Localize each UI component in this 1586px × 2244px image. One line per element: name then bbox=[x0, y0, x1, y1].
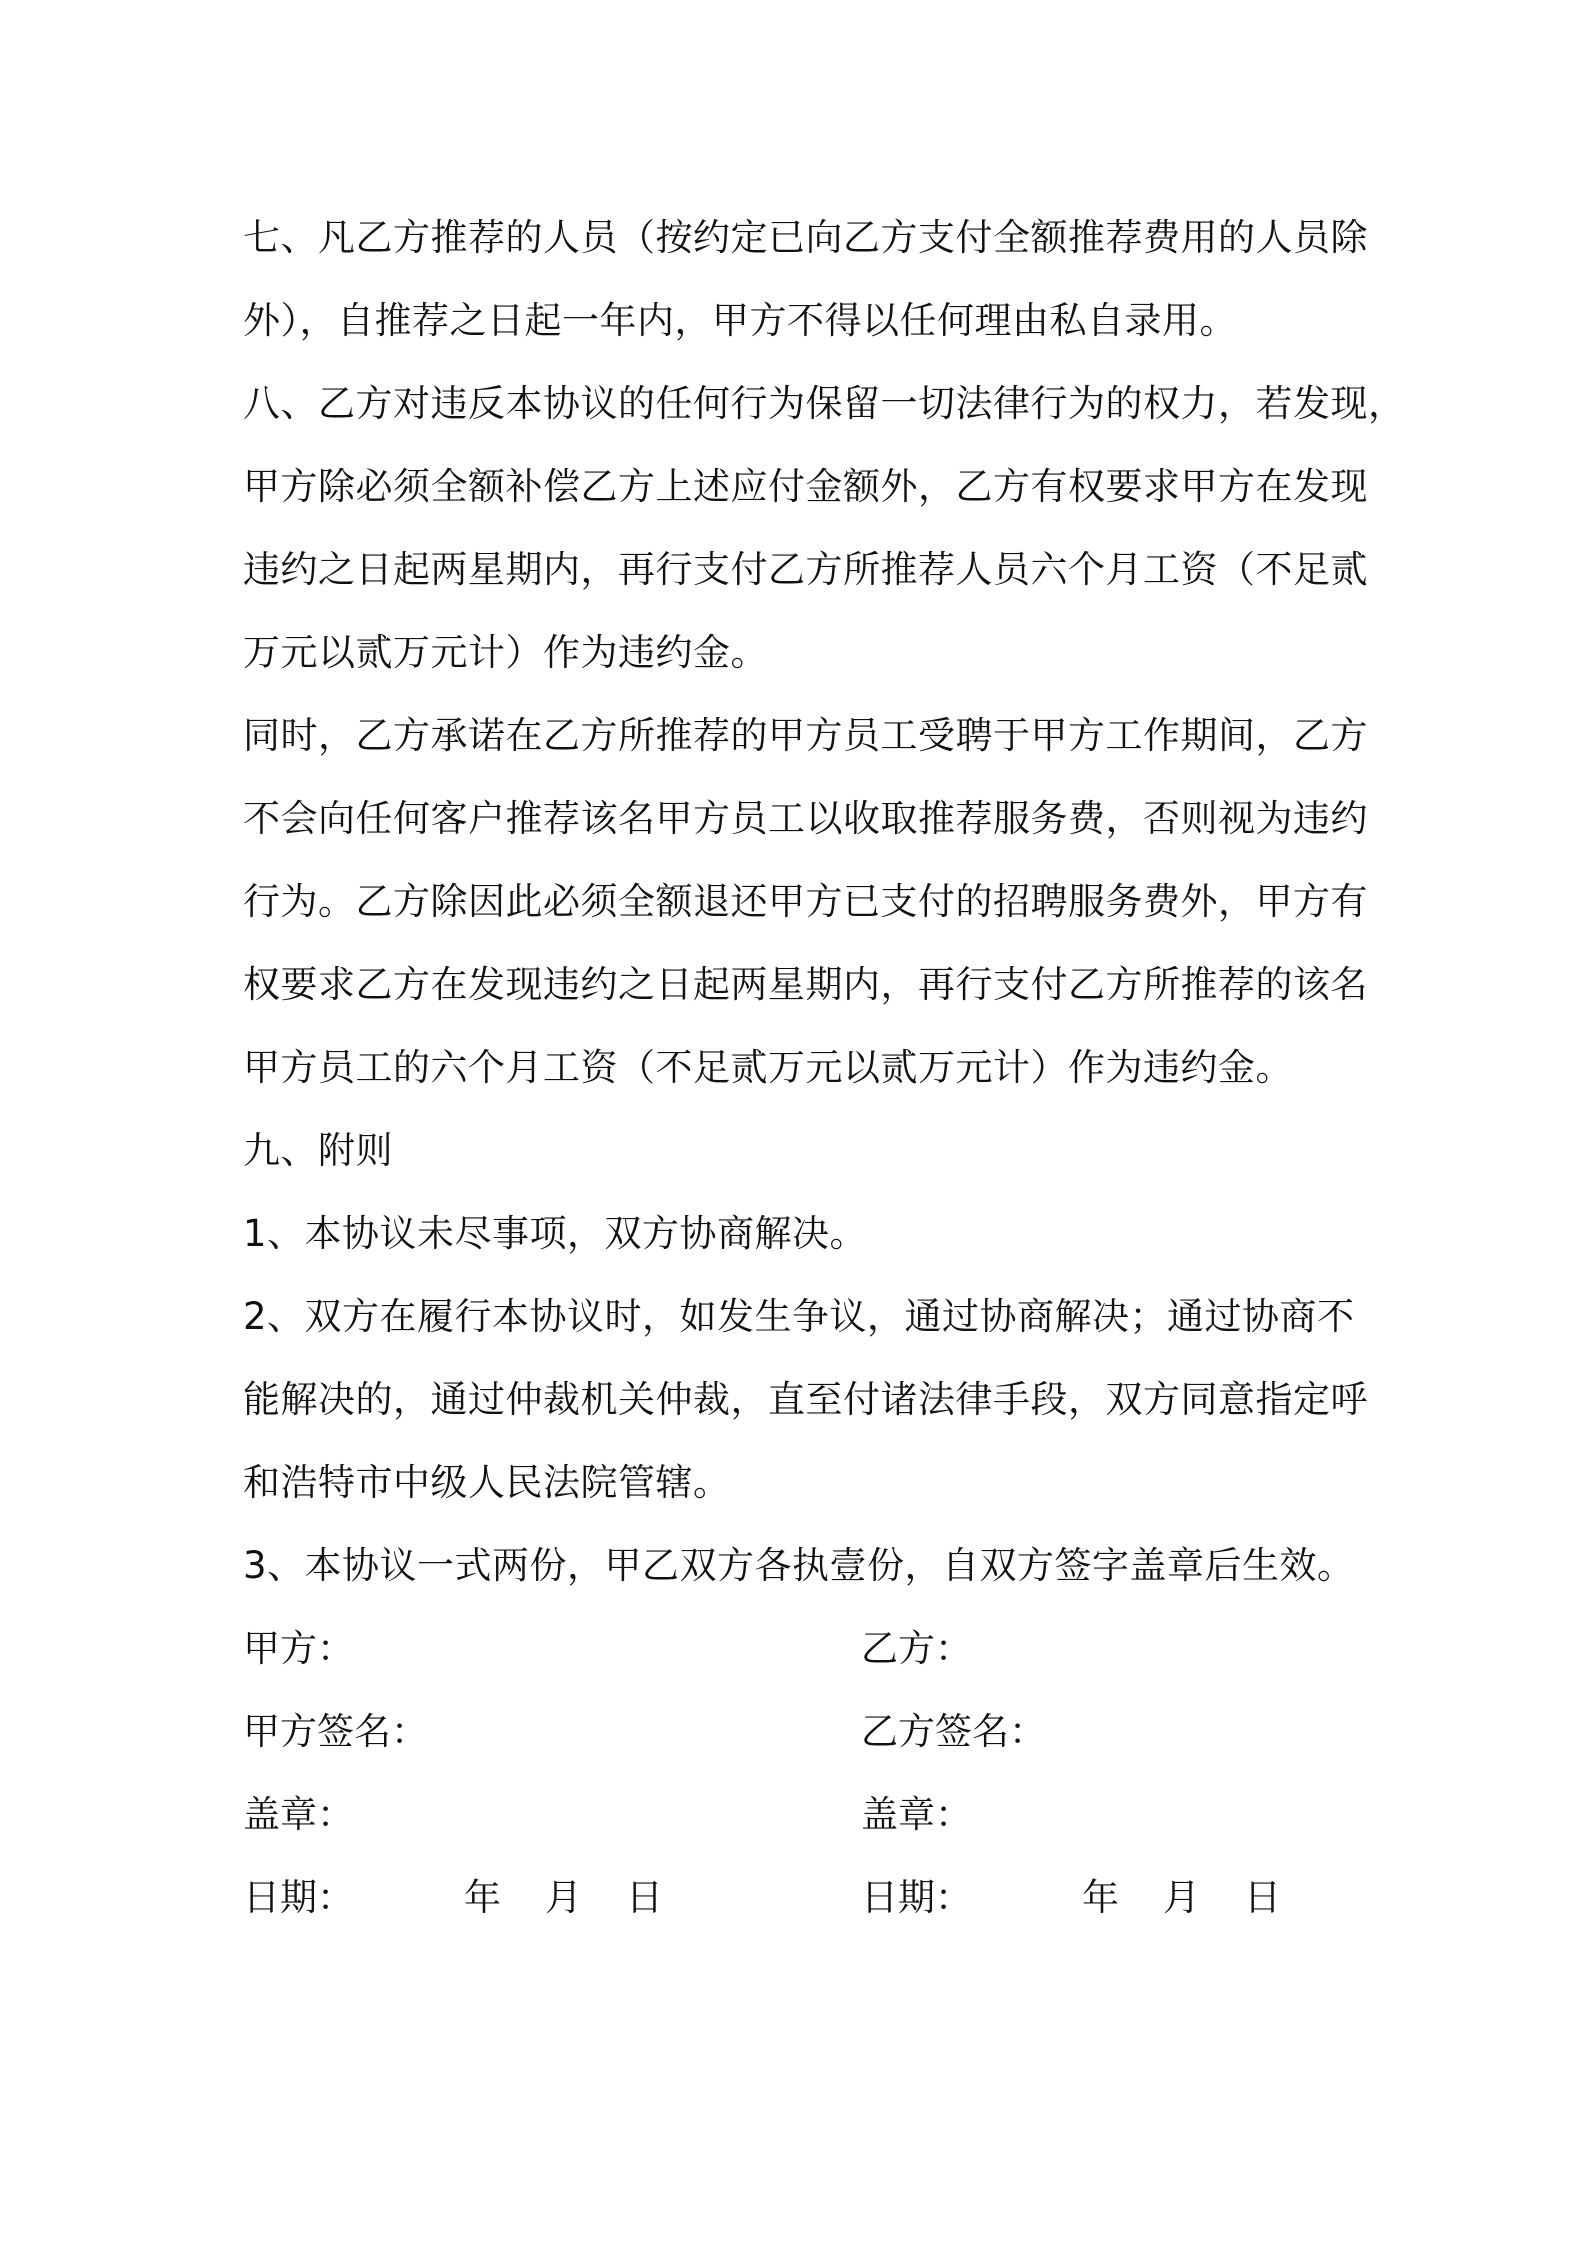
signature-block bbox=[243, 1607, 1353, 1939]
clause-7-line-1: 七、凡乙方推荐的人员（按约定已向乙方支付全额推荐费用的人员除 bbox=[243, 216, 1368, 259]
clause-9-item-2-line-2: 能解决的，通过仲裁机关仲裁，直至付诸法律手段，双方同意指定呼 bbox=[243, 1378, 1368, 1421]
date-a-year: 年 bbox=[464, 1876, 501, 1919]
seal-b-label: 盖章： bbox=[861, 1793, 972, 1836]
clause-9-heading: 九、附则 bbox=[243, 1129, 393, 1172]
date-b-day: 日 bbox=[1244, 1876, 1281, 1919]
party-b-label: 乙方： bbox=[861, 1627, 972, 1670]
clause-9-item-2-line-1: 2、双方在履行本协议时，如发生争议，通过协商解决；通过协商不 bbox=[243, 1295, 1355, 1338]
party-b-sign-label: 乙方签名： bbox=[861, 1710, 1046, 1753]
clause-8-line-2: 甲方除必须全额补偿乙方上述应付金额外，乙方有权要求甲方在发现 bbox=[243, 465, 1368, 508]
party-a-label: 甲方： bbox=[243, 1627, 354, 1670]
clause-9-item-3: 3、本协议一式两份，甲乙双方各执壹份，自双方签字盖章后生效。 bbox=[243, 1544, 1355, 1587]
signature-row-seal bbox=[243, 1773, 1353, 1856]
date-b-fields bbox=[1082, 1856, 1325, 1939]
clause-9-item-2-line-3: 和浩特市中级人民法院管辖。 bbox=[243, 1461, 731, 1504]
date-a-label: 日期： bbox=[243, 1876, 354, 1919]
clause-8-line-3: 违约之日起两星期内，再行支付乙方所推荐人员六个月工资（不足贰 bbox=[243, 548, 1368, 591]
clause-8-line-4: 万元以贰万元计）作为违约金。 bbox=[243, 631, 768, 674]
date-a-month: 月 bbox=[545, 1876, 582, 1919]
clause-8-para2-line-5: 甲方员工的六个月工资（不足贰万元以贰万元计）作为违约金。 bbox=[243, 1046, 1293, 1089]
clause-8-para2-line-4: 权要求乙方在发现违约之日起两星期内，再行支付乙方所推荐的该名 bbox=[243, 963, 1368, 1006]
signature-row-party bbox=[243, 1607, 1353, 1690]
clause-8-para2-line-1: 同时，乙方承诺在乙方所推荐的甲方员工受聘于甲方工作期间，乙方 bbox=[243, 714, 1368, 757]
clause-8-line-1: 八、乙方对违反本协议的任何行为保留一切法律行为的权力，若发现， bbox=[243, 382, 1406, 425]
date-b bbox=[861, 1856, 1325, 1939]
clause-8-para2-line-2: 不会向任何客户推荐该名甲方员工以收取推荐服务费，否则视为违约 bbox=[243, 797, 1368, 840]
date-a-day: 日 bbox=[626, 1876, 663, 1919]
clause-7-line-2: 外），自推荐之日起一年内，甲方不得以任何理由私自录用。 bbox=[243, 299, 1237, 342]
party-a-sign-label: 甲方签名： bbox=[243, 1710, 428, 1753]
seal-a-label: 盖章： bbox=[243, 1793, 354, 1836]
date-b-label: 日期： bbox=[861, 1876, 972, 1919]
clause-8-para2-line-3: 行为。乙方除因此必须全额退还甲方已支付的招聘服务费外，甲方有 bbox=[243, 880, 1368, 923]
clause-9-item-1: 1、本协议未尽事项，双方协商解决。 bbox=[243, 1212, 868, 1255]
date-b-year: 年 bbox=[1082, 1876, 1119, 1919]
signature-row-sign bbox=[243, 1690, 1353, 1773]
signature-row-date bbox=[243, 1856, 1353, 1939]
date-a bbox=[243, 1856, 707, 1939]
date-b-month: 月 bbox=[1163, 1876, 1200, 1919]
document-body bbox=[243, 196, 1406, 1939]
date-a-fields bbox=[464, 1856, 707, 1939]
